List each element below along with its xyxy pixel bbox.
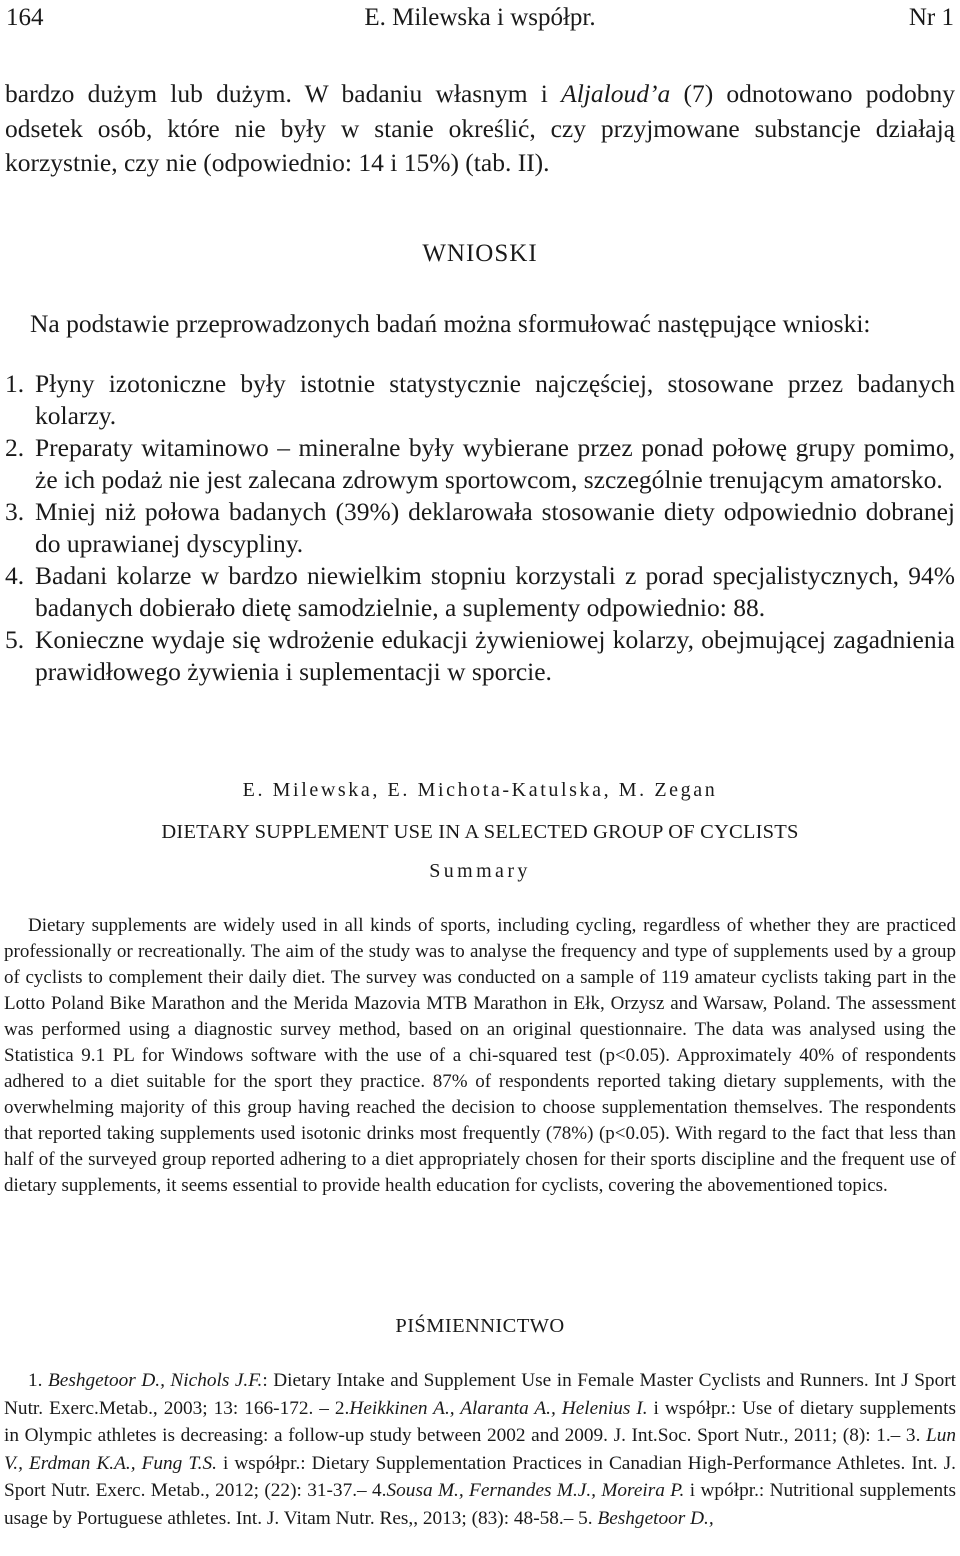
reference-authors: Heikkinen A., Alaranta A., Helenius I. xyxy=(349,1397,648,1419)
conclusion-text: Płyny izotoniczne były istotnie statystycznie najczęściej, stosowane przez badanych kolarzy. xyxy=(35,369,955,430)
reference-number: 1. xyxy=(28,1370,48,1391)
cited-author: Aljaloud’a xyxy=(561,79,671,108)
conclusion-number: 2. xyxy=(5,433,25,462)
reference-authors: Lun V., Erdman K.A., Fung T.S. xyxy=(4,1425,956,1474)
conclusion-item xyxy=(5,496,955,560)
continuation-paragraph xyxy=(5,77,955,181)
conclusions-list xyxy=(5,368,955,688)
conclusion-item xyxy=(5,624,955,688)
english-title: DIETARY SUPPLEMENT USE IN A SELECTED GROUP OF CYCLISTS xyxy=(161,821,799,843)
conclusion-item xyxy=(5,560,955,624)
page-number: 164 xyxy=(6,4,44,31)
conclusion-text: Mniej niż połowa badanych (39%) deklarowała stosowanie diety odpowiednio dobranej do uprawianej dyscypliny. xyxy=(35,497,955,558)
reference-authors: Beshgetoor D., xyxy=(597,1507,714,1529)
continuation-text-start: bardzo dużym lub dużym. W badaniu własnym i xyxy=(5,79,562,108)
conclusion-number: 4. xyxy=(5,561,25,590)
conclusion-number: 3. xyxy=(5,497,25,526)
conclusion-text: Preparaty witaminowo – mineralne były wybierane przez ponad połowę grupy pomimo, że ich podaż nie jest zalecana zdrowym sportowcom, szczególnie trenującym amatorsko. xyxy=(35,433,955,494)
conclusion-item xyxy=(5,368,955,432)
conclusion-number: 1. xyxy=(5,369,25,398)
issue-number: Nr 1 xyxy=(908,4,954,31)
page-header xyxy=(6,4,954,38)
references-list xyxy=(4,1367,956,1532)
reference-text: : Dietary Intake and Supplement Use in Female Master Cyclists and Runners. Int J Sport Nutr. Exerc.Metab., 2003; 13: 166-172. – 2. xyxy=(4,1370,956,1419)
conclusions-intro: Na podstawie przeprowadzonych badań można sformułować następujące wnioski: xyxy=(30,309,871,338)
reference-text: i współpr.: Use of dietary supplements in Olympic athletes is decreasing: a follow-up study between 2002 and 2009. J. Int.Soc. Sport Nutr., 2011; (8): 1.– 3. xyxy=(4,1397,956,1446)
reference-authors: Sousa M., Fernandes M.J., Moreira P. xyxy=(386,1480,685,1501)
summary-authors: E. Milewska, E. Michota-Katulska, M. Zegan xyxy=(242,779,718,801)
reference-text: i wpółpr.: Nutritional supplements usage by Portuguese athletes. Int. J. Vitam Nutr. Res,, 2013; (83): 48-58.– 5. xyxy=(4,1480,957,1529)
conclusion-text: Konieczne wydaje się wdrożenie edukacji żywieniowej kolarzy, obejmującej zagadnienia prawidłowego żywienia i suplementacji w sporcie. xyxy=(35,625,955,686)
continuation-text-end: (7) odnotowano podobny odsetek osób, które nie były w stanie określić, czy przyjmowane substancje działają korzystnie, czy nie (odpowiednio: 14 i 15%) (tab. II). xyxy=(5,79,955,177)
conclusion-text: Badani kolarze w bardzo niewielkim stopniu korzystali z porad specjalistycznych, 94% badanych dobierało dietę samodzielnie, a suplementy odpowiednio: 88. xyxy=(35,561,955,622)
references-heading: PIŚMIENNICTWO xyxy=(395,1315,565,1337)
summary-heading: Summary xyxy=(429,860,531,882)
conclusion-number: 5. xyxy=(5,625,25,654)
conclusion-item xyxy=(5,432,955,496)
reference-text: i współpr.: Dietary Supplementation Practices in Canadian High-Performance Athletes. Int. J. Sport Nutr. Exerc. Metab., 2012; (22): 31-37.– 4. xyxy=(4,1452,957,1501)
reference-authors: Beshgetoor D., Nichols J.F. xyxy=(47,1370,263,1391)
conclusions-heading: WNIOSKI xyxy=(422,240,538,267)
running-title: E. Milewska i współpr. xyxy=(364,4,596,31)
english-summary: Dietary supplements are widely used in all kinds of sports, including cycling, regardless of whether they are practiced professionally or recreationally. The aim of the study was to analyse the frequency and type of supplements used by a group of cyclists to complement their daily diet. The survey was conducted on a sample of 119 amateur cyclists taking part in the Lotto Poland Bike Marathon and the Merida Mazovia MTB Marathon in Ełk, Orzysz and Warsaw, Poland. The assessment was performed using a diagnostic survey method, based on an original questionnaire. The data was analysed using the Statistica 9.1 PL for Windows software with the use of a chi-squared test (p<0.05). Approximately 40% of respondents adhered to a diet suitable for the sport they practice. 87% of respondents reported taking dietary supplements, with the overwhelming majority of this group having reached the decision to choose supplementation themselves. The respondents that reported taking supplements used isotonic drinks most frequently (78%) (p<0.05). With regard to the fact that less than half of the surveyed group reported adhering to a diet appropriately chosen for their sports discipline and the frequent use of dietary supplements, it seems essential to provide health education for cyclists, covering the abovementioned topics. xyxy=(4,915,956,1196)
